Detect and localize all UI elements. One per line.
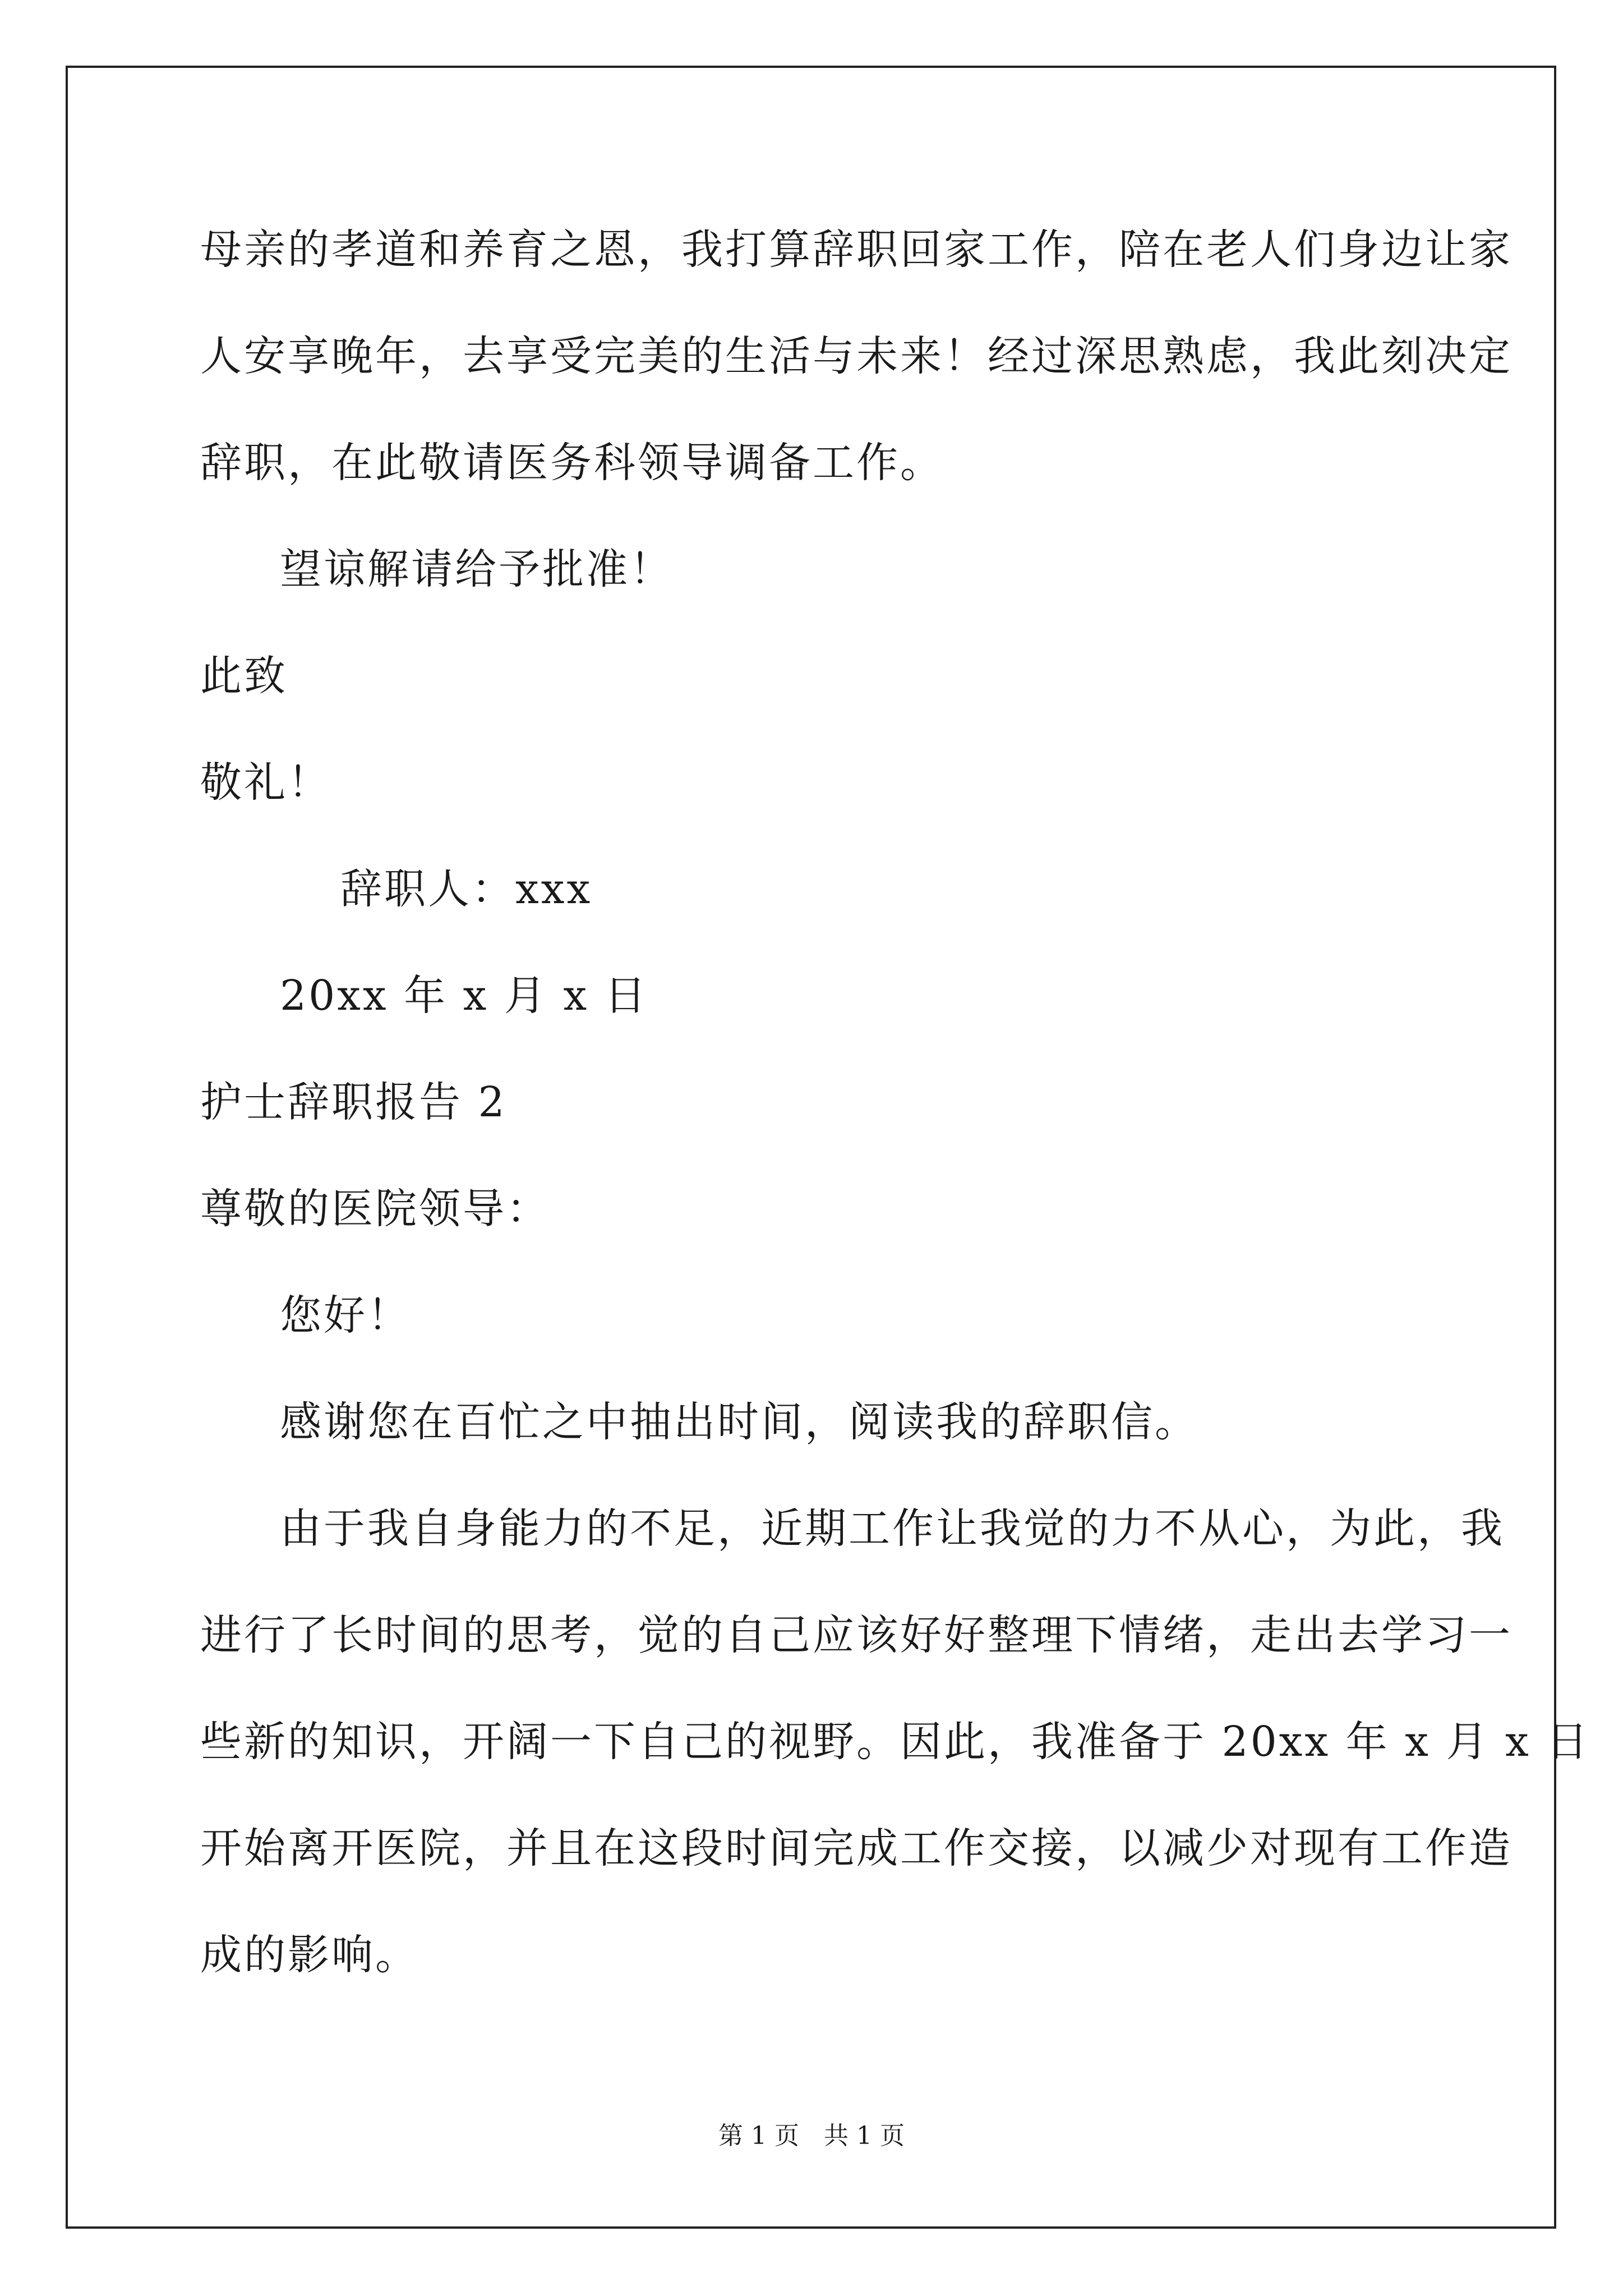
paragraph2-line-2: 进行了长时间的思考，觉的自己应该好好整理下情绪，走出去学习一 [200,1611,1513,1659]
paragraph2-line-1: 由于我自身能力的不足，近期工作让我觉的力不从心，为此，我 [280,1504,1505,1553]
paragraph1-line-3: 辞职，在此敬请医务科领导调备工作。 [200,439,944,487]
thanks-line: 感谢您在百忙之中抽出时间，阅读我的辞职信。 [280,1398,1198,1446]
paragraph1-line-1: 母亲的孝道和养育之恩，我打算辞职回家工作，陪在老人们身边让家 [200,226,1513,274]
closing-line-2: 敬礼！ [200,758,331,807]
paragraph2-line-5: 成的影响。 [200,1931,419,1979]
paragraph2-line-4: 开始离开医院，并且在这段时间完成工作交接，以减少对现有工作造 [200,1824,1513,1872]
section-title: 护士辞职报告 2 [200,1078,507,1126]
signature-line: 辞职人：xxx [340,865,593,913]
paragraph2-line-3: 些新的知识，开阔一下自己的视野。因此，我准备于 20xx 年 x 月 x 日 [200,1718,1590,1766]
request-line: 望谅解请给予批准！ [280,545,674,593]
page-border [66,66,1590,2229]
salutation: 尊敬的医院领导： [200,1185,550,1233]
greeting: 您好！ [280,1291,411,1340]
date-line: 20xx 年 x 月 x 日 [280,972,648,1020]
page-number-footer: 第 1 页 共 1 页 [718,2122,905,2150]
paragraph1-line-2: 人安享晚年，去享受完美的生活与未来！经过深思熟虑，我此刻决定 [200,332,1513,380]
closing-line-1: 此致 [200,652,288,700]
